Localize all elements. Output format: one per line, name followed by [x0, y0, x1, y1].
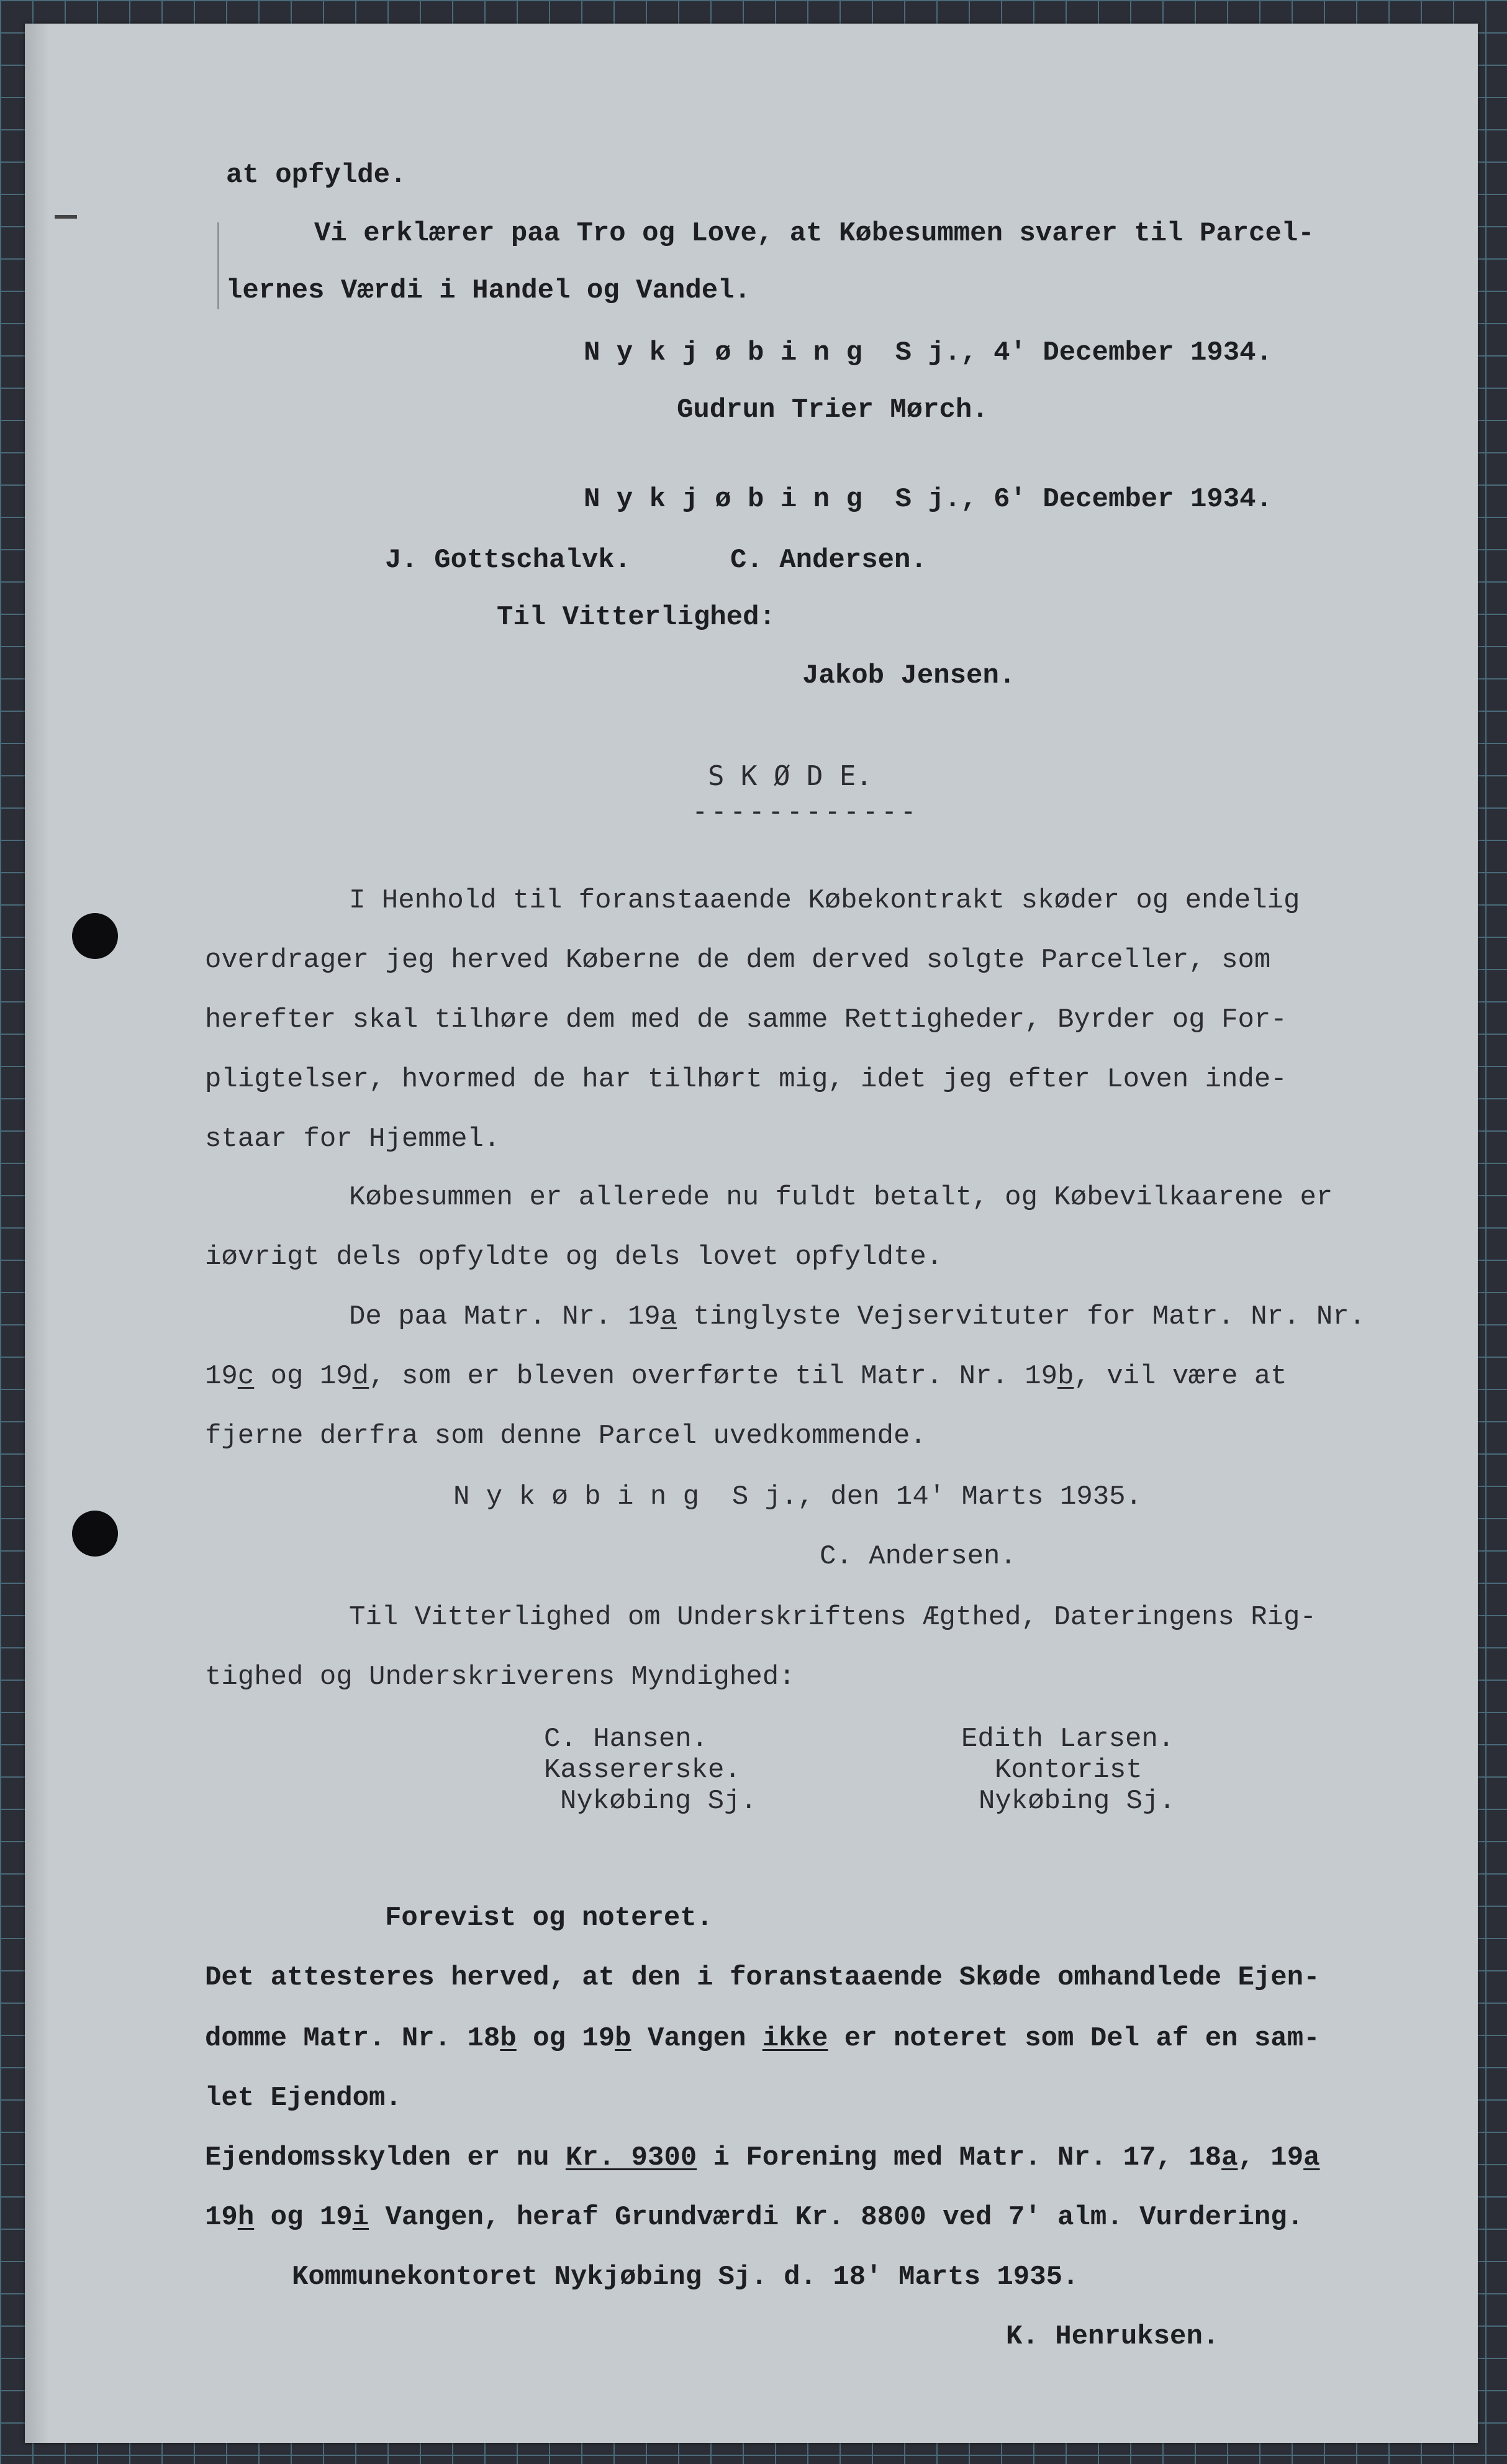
margin-dash [55, 215, 77, 219]
page-fold-edge [25, 24, 50, 2443]
notation-heading: Forevist og noteret. [385, 1903, 713, 1934]
witness-signature: Jakob Jensen. [802, 660, 1016, 691]
witness-left-title: Kassererske. [544, 1755, 741, 1786]
deed-p1-line-5: staar for Hjemmel. [205, 1124, 500, 1155]
contract-date-2: N y k j ø b i n g S j., 6' December 1934. [584, 484, 1272, 515]
buyer-signature-1: J. Gottschalvk. [385, 545, 631, 576]
seller-signature: Gudrun Trier Mørch. [677, 394, 989, 425]
punch-hole-bottom [72, 1511, 118, 1557]
deed-p2-line-2: iøvrigt dels opfyldte og dels lovet opfyldte. [205, 1242, 943, 1273]
deed-title-rule: ------------ [692, 795, 919, 827]
witness-left-place: Nykøbing Sj. [560, 1786, 757, 1817]
witness-right-place: Nykøbing Sj. [979, 1786, 1175, 1817]
witness-heading: Til Vitterlighed: [497, 602, 776, 633]
notation-line-4: Ejendomsskylden er nu Kr. 9300 i Forening med Matr. Nr. 17, 18a, 19a [205, 2142, 1320, 2173]
punch-hole-top [72, 913, 118, 959]
contract-line-2: Vi erklærer paa Tro og Love, at Købesummen svarer til Parcel- [314, 218, 1315, 249]
margin-pencil-line [217, 222, 219, 309]
witness-left-name: C. Hansen. [544, 1724, 708, 1755]
deed-p1-line-1: I Henhold til foranstaaende Købekontrakt skøder og endelig [349, 885, 1300, 916]
deed-p3-line-1: De paa Matr. Nr. 19a tinglyste Vejservituter for Matr. Nr. Nr. [349, 1301, 1366, 1332]
deed-p1-line-2: overdrager jeg herved Køberne de dem derved solgte Parceller, som [205, 945, 1271, 976]
deed-p1-line-4: pligtelser, hvormed de har tilhørt mig, idet jeg efter Loven inde- [205, 1064, 1287, 1095]
contract-line-1: at opfylde. [226, 160, 407, 191]
notation-line-5: 19h og 19i Vangen, heraf Grundværdi Kr. 8800 ved 7' alm. Vurdering. [205, 2202, 1304, 2233]
deed-signer: C. Andersen. [820, 1541, 1016, 1572]
notation-office-date: Kommunekontoret Nykjøbing Sj. d. 18' Marts 1935. [292, 2262, 1079, 2293]
deed-p1-line-3: herefter skal tilhøre dem med de samme Rettigheder, Byrder og For- [205, 1004, 1287, 1035]
deed-p3-line-2: 19c og 19d, som er bleven overførte til Matr. Nr. 19b, vil være at [205, 1361, 1287, 1392]
deed-date: N y k ø b i n g S j., den 14' Marts 1935. [453, 1481, 1142, 1512]
deed-p3-line-3: fjerne derfra som denne Parcel uvedkommende. [205, 1421, 926, 1452]
document-page [25, 24, 1478, 2443]
notation-line-2: domme Matr. Nr. 18b og 19b Vangen ikke er noteret som Del af en sam- [205, 2023, 1320, 2054]
contract-date-1: N y k j ø b i n g S j., 4' December 1934. [584, 337, 1272, 368]
notation-signature: K. Henruksen. [1006, 2321, 1220, 2352]
notation-line-1: Det attesteres herved, at den i foranstaaende Skøde omhandlede Ejen- [205, 1962, 1320, 1993]
witness-right-title: Kontorist [995, 1755, 1143, 1786]
witness-attest-line-1: Til Vitterlighed om Underskriftens Ægthed, Dateringens Rig- [349, 1602, 1316, 1633]
witness-attest-line-2: tighed og Underskriverens Myndighed: [205, 1662, 795, 1693]
contract-line-3: lernes Værdi i Handel og Vandel. [226, 275, 751, 306]
witness-right-name: Edith Larsen. [961, 1724, 1175, 1755]
deed-p2-line-1: Købesummen er allerede nu fuldt betalt, og Købevilkaarene er [349, 1182, 1333, 1213]
notation-line-3: let Ejendom. [205, 2083, 402, 2114]
deed-title: S K Ø D E. [708, 760, 872, 792]
buyer-signature-2: C. Andersen. [730, 545, 927, 576]
